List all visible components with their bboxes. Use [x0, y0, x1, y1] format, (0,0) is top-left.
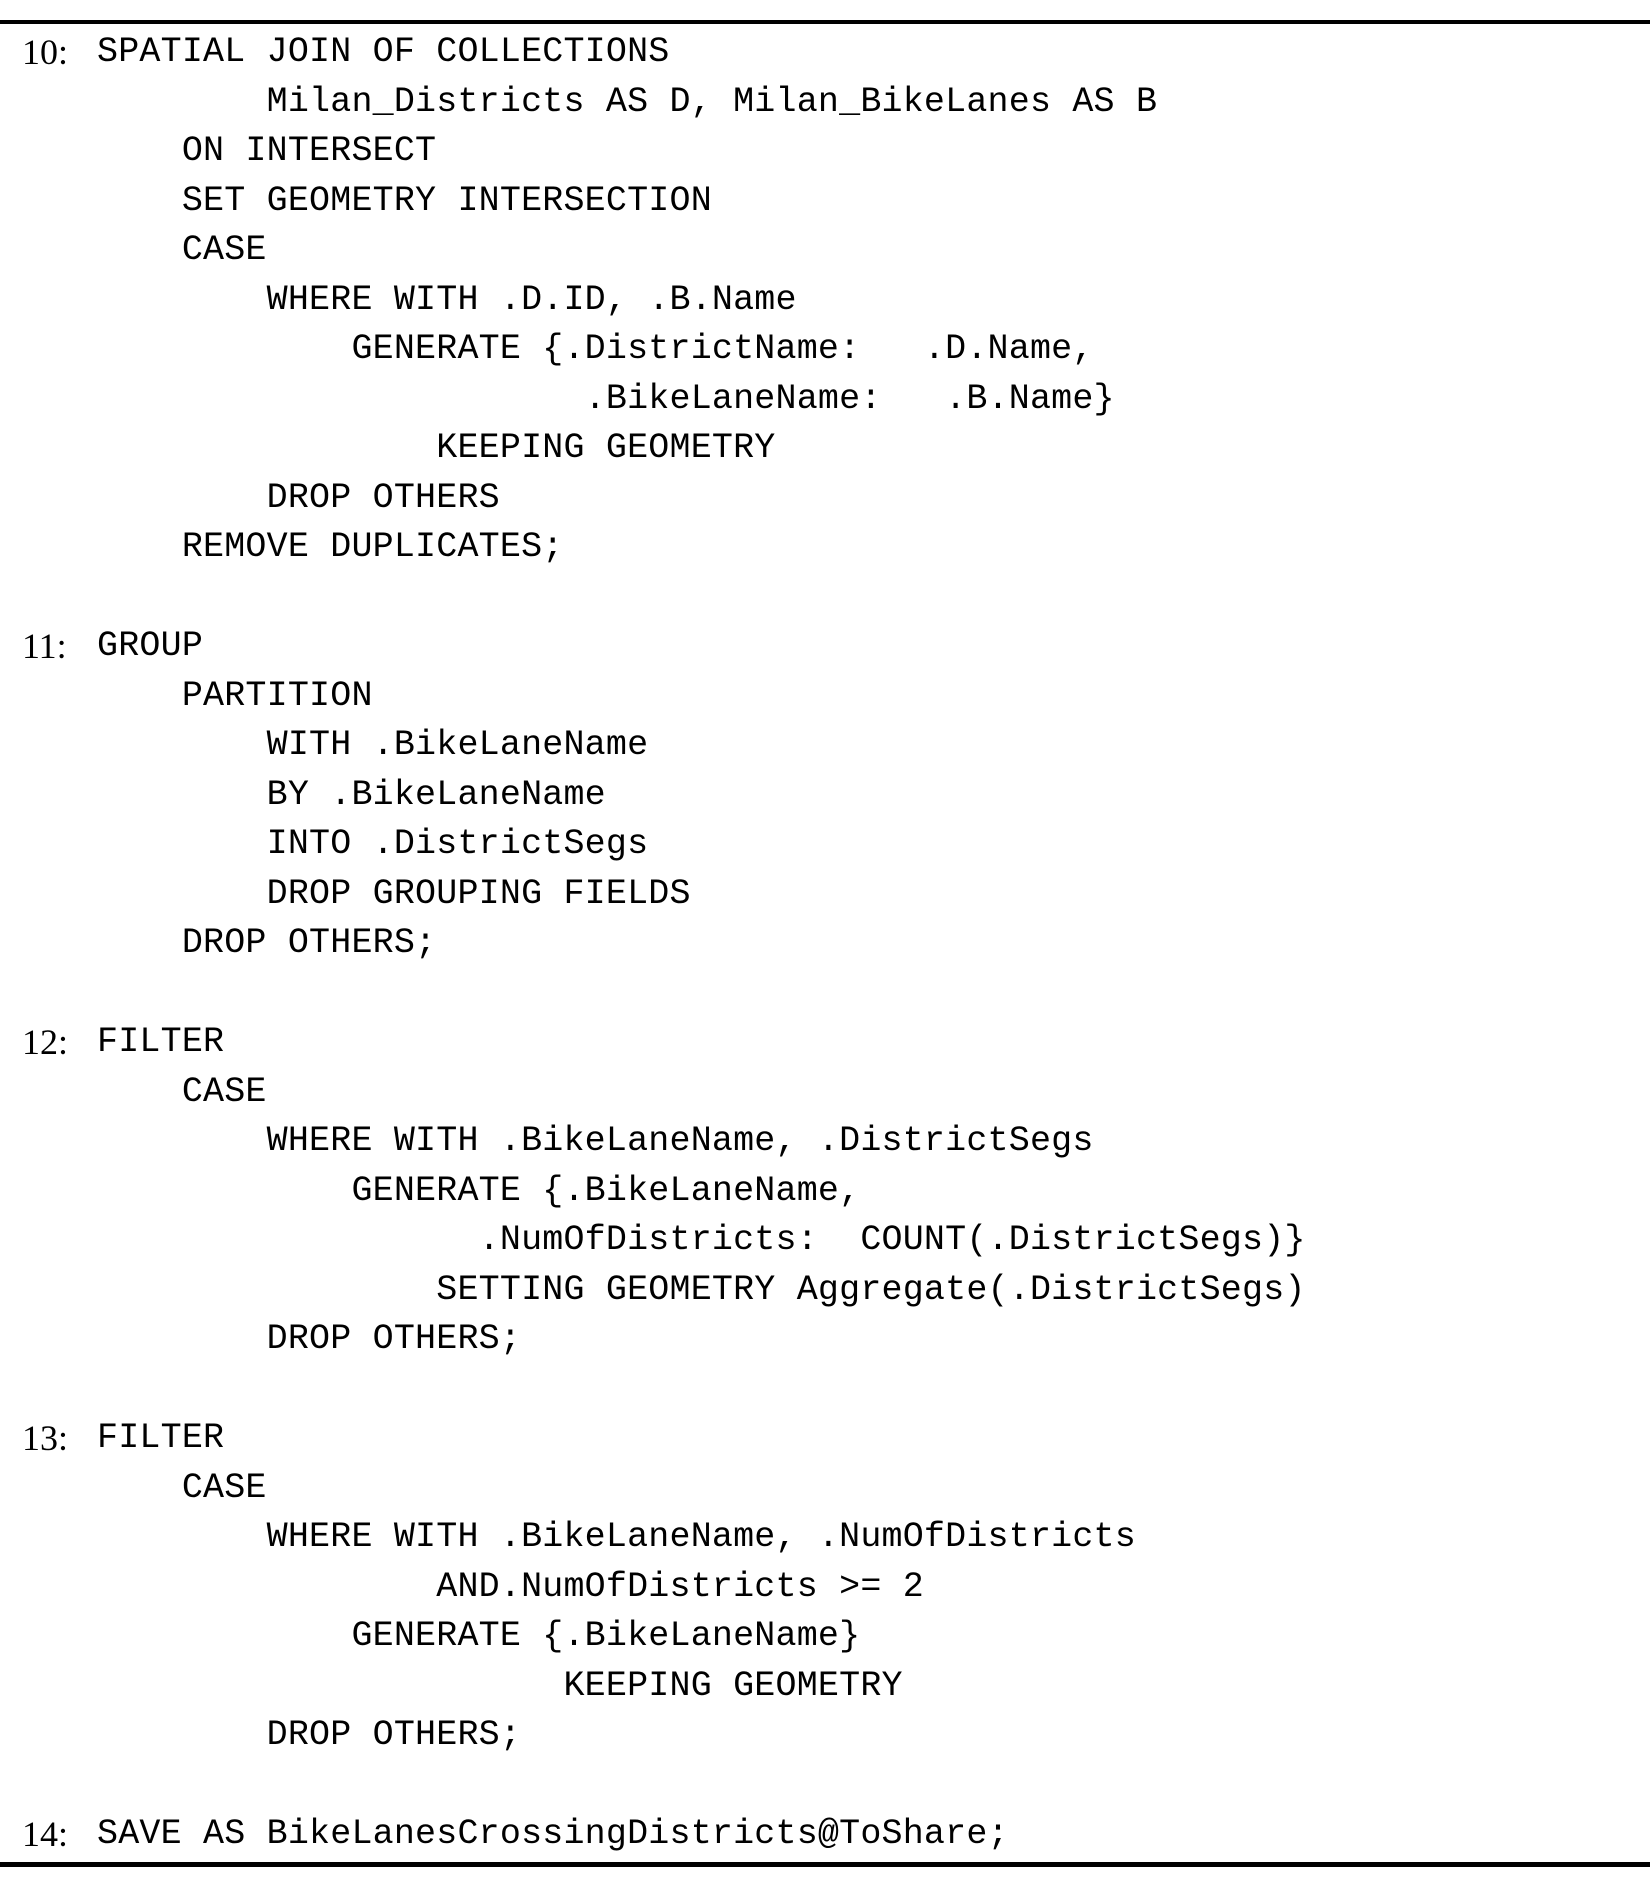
code-line: [0, 1167, 1650, 1217]
code-line: [0, 375, 1650, 425]
code-text: CASE: [97, 1071, 267, 1112]
line-number: 11:: [22, 626, 67, 666]
code-text: GENERATE {.DistrictName: .D.Name,: [97, 329, 1094, 369]
code-line: [0, 1563, 1650, 1613]
code-line: [0, 28, 1650, 78]
code-text: Milan_Districts AS D, Milan_BikeLanes AS B: [97, 81, 1158, 122]
code-line: [0, 919, 1650, 969]
code-text: DROP OTHERS;: [97, 1319, 522, 1359]
code-text: CASE: [97, 230, 267, 270]
code-line: [0, 276, 1650, 326]
code-line: [0, 1068, 1650, 1118]
blank-line: [0, 969, 1650, 1019]
line-number: 10:: [22, 32, 69, 72]
code-line: [0, 1464, 1650, 1514]
line-number: 12:: [22, 1022, 69, 1062]
code-line: [0, 424, 1650, 474]
code-text: WHERE WITH .BikeLaneName, .NumOfDistricts: [97, 1517, 1136, 1557]
code-line: [0, 78, 1650, 128]
code-line: [0, 127, 1650, 177]
code-line: [0, 1315, 1650, 1365]
blank-line: [0, 1761, 1650, 1811]
code-text: INTO .DistrictSegs: [97, 824, 649, 864]
code-line: [0, 1662, 1650, 1712]
code-line: [0, 226, 1650, 276]
code-line: [0, 177, 1650, 227]
code-text: .BikeLaneName: .B.Name}: [97, 378, 1115, 419]
code-text: WITH .BikeLaneName: [97, 725, 649, 765]
code-text: FILTER: [97, 1418, 225, 1458]
code-line: [0, 1018, 1650, 1068]
code-text: ON INTERSECT: [97, 131, 437, 171]
code-text: KEEPING GEOMETRY: [97, 428, 776, 468]
code-text: FILTER: [97, 1022, 225, 1062]
code-text: KEEPING GEOMETRY: [97, 1665, 903, 1706]
code-line: [0, 1266, 1650, 1316]
horizontal-rule-bottom: [0, 1862, 1650, 1867]
code-line: [0, 870, 1650, 920]
code-lines-container: [0, 24, 1650, 1862]
code-text: REMOVE DUPLICATES;: [97, 527, 564, 567]
code-line: [0, 820, 1650, 870]
code-text: .NumOfDistricts: COUNT(.DistrictSegs)}: [97, 1220, 1306, 1260]
code-text: GENERATE {.BikeLaneName,: [97, 1170, 861, 1211]
code-line: [0, 622, 1650, 672]
code-text: DROP OTHERS: [97, 477, 500, 518]
code-line: [0, 474, 1650, 524]
code-text: SPATIAL JOIN OF COLLECTIONS: [97, 32, 670, 72]
code-text: CASE: [97, 1467, 267, 1508]
code-line: [0, 672, 1650, 722]
code-text: WHERE WITH .BikeLaneName, .DistrictSegs: [97, 1121, 1094, 1161]
code-text: GROUP: [97, 626, 204, 666]
code-line: [0, 1216, 1650, 1266]
code-line: [0, 1711, 1650, 1761]
code-line: [0, 523, 1650, 573]
code-text: GENERATE {.BikeLaneName}: [97, 1616, 861, 1656]
code-text: PARTITION: [97, 675, 373, 716]
code-text: AND.NumOfDistricts >= 2: [97, 1566, 924, 1607]
code-text: SAVE AS BikeLanesCrossingDistricts@ToShare;: [97, 1814, 1009, 1854]
code-line: [0, 1612, 1650, 1662]
code-text: DROP OTHERS;: [97, 1715, 522, 1755]
blank-line: [0, 1365, 1650, 1415]
code-text: SETTING GEOMETRY Aggregate(.DistrictSegs): [97, 1269, 1306, 1310]
code-text: DROP GROUPING FIELDS: [97, 873, 691, 914]
code-line: [0, 771, 1650, 821]
code-line: [0, 1117, 1650, 1167]
line-number: 13:: [22, 1418, 69, 1458]
line-number: 14:: [22, 1814, 69, 1854]
blank-line: [0, 573, 1650, 623]
algorithm-listing: [0, 20, 1650, 1867]
code-line: [0, 1513, 1650, 1563]
code-line: [0, 721, 1650, 771]
code-line: [0, 1414, 1650, 1464]
code-line: [0, 1810, 1650, 1860]
code-text: WHERE WITH .D.ID, .B.Name: [97, 279, 797, 320]
code-line: [0, 325, 1650, 375]
code-text: SET GEOMETRY INTERSECTION: [97, 180, 712, 221]
code-text: DROP OTHERS;: [97, 923, 437, 963]
code-text: BY .BikeLaneName: [97, 774, 606, 815]
